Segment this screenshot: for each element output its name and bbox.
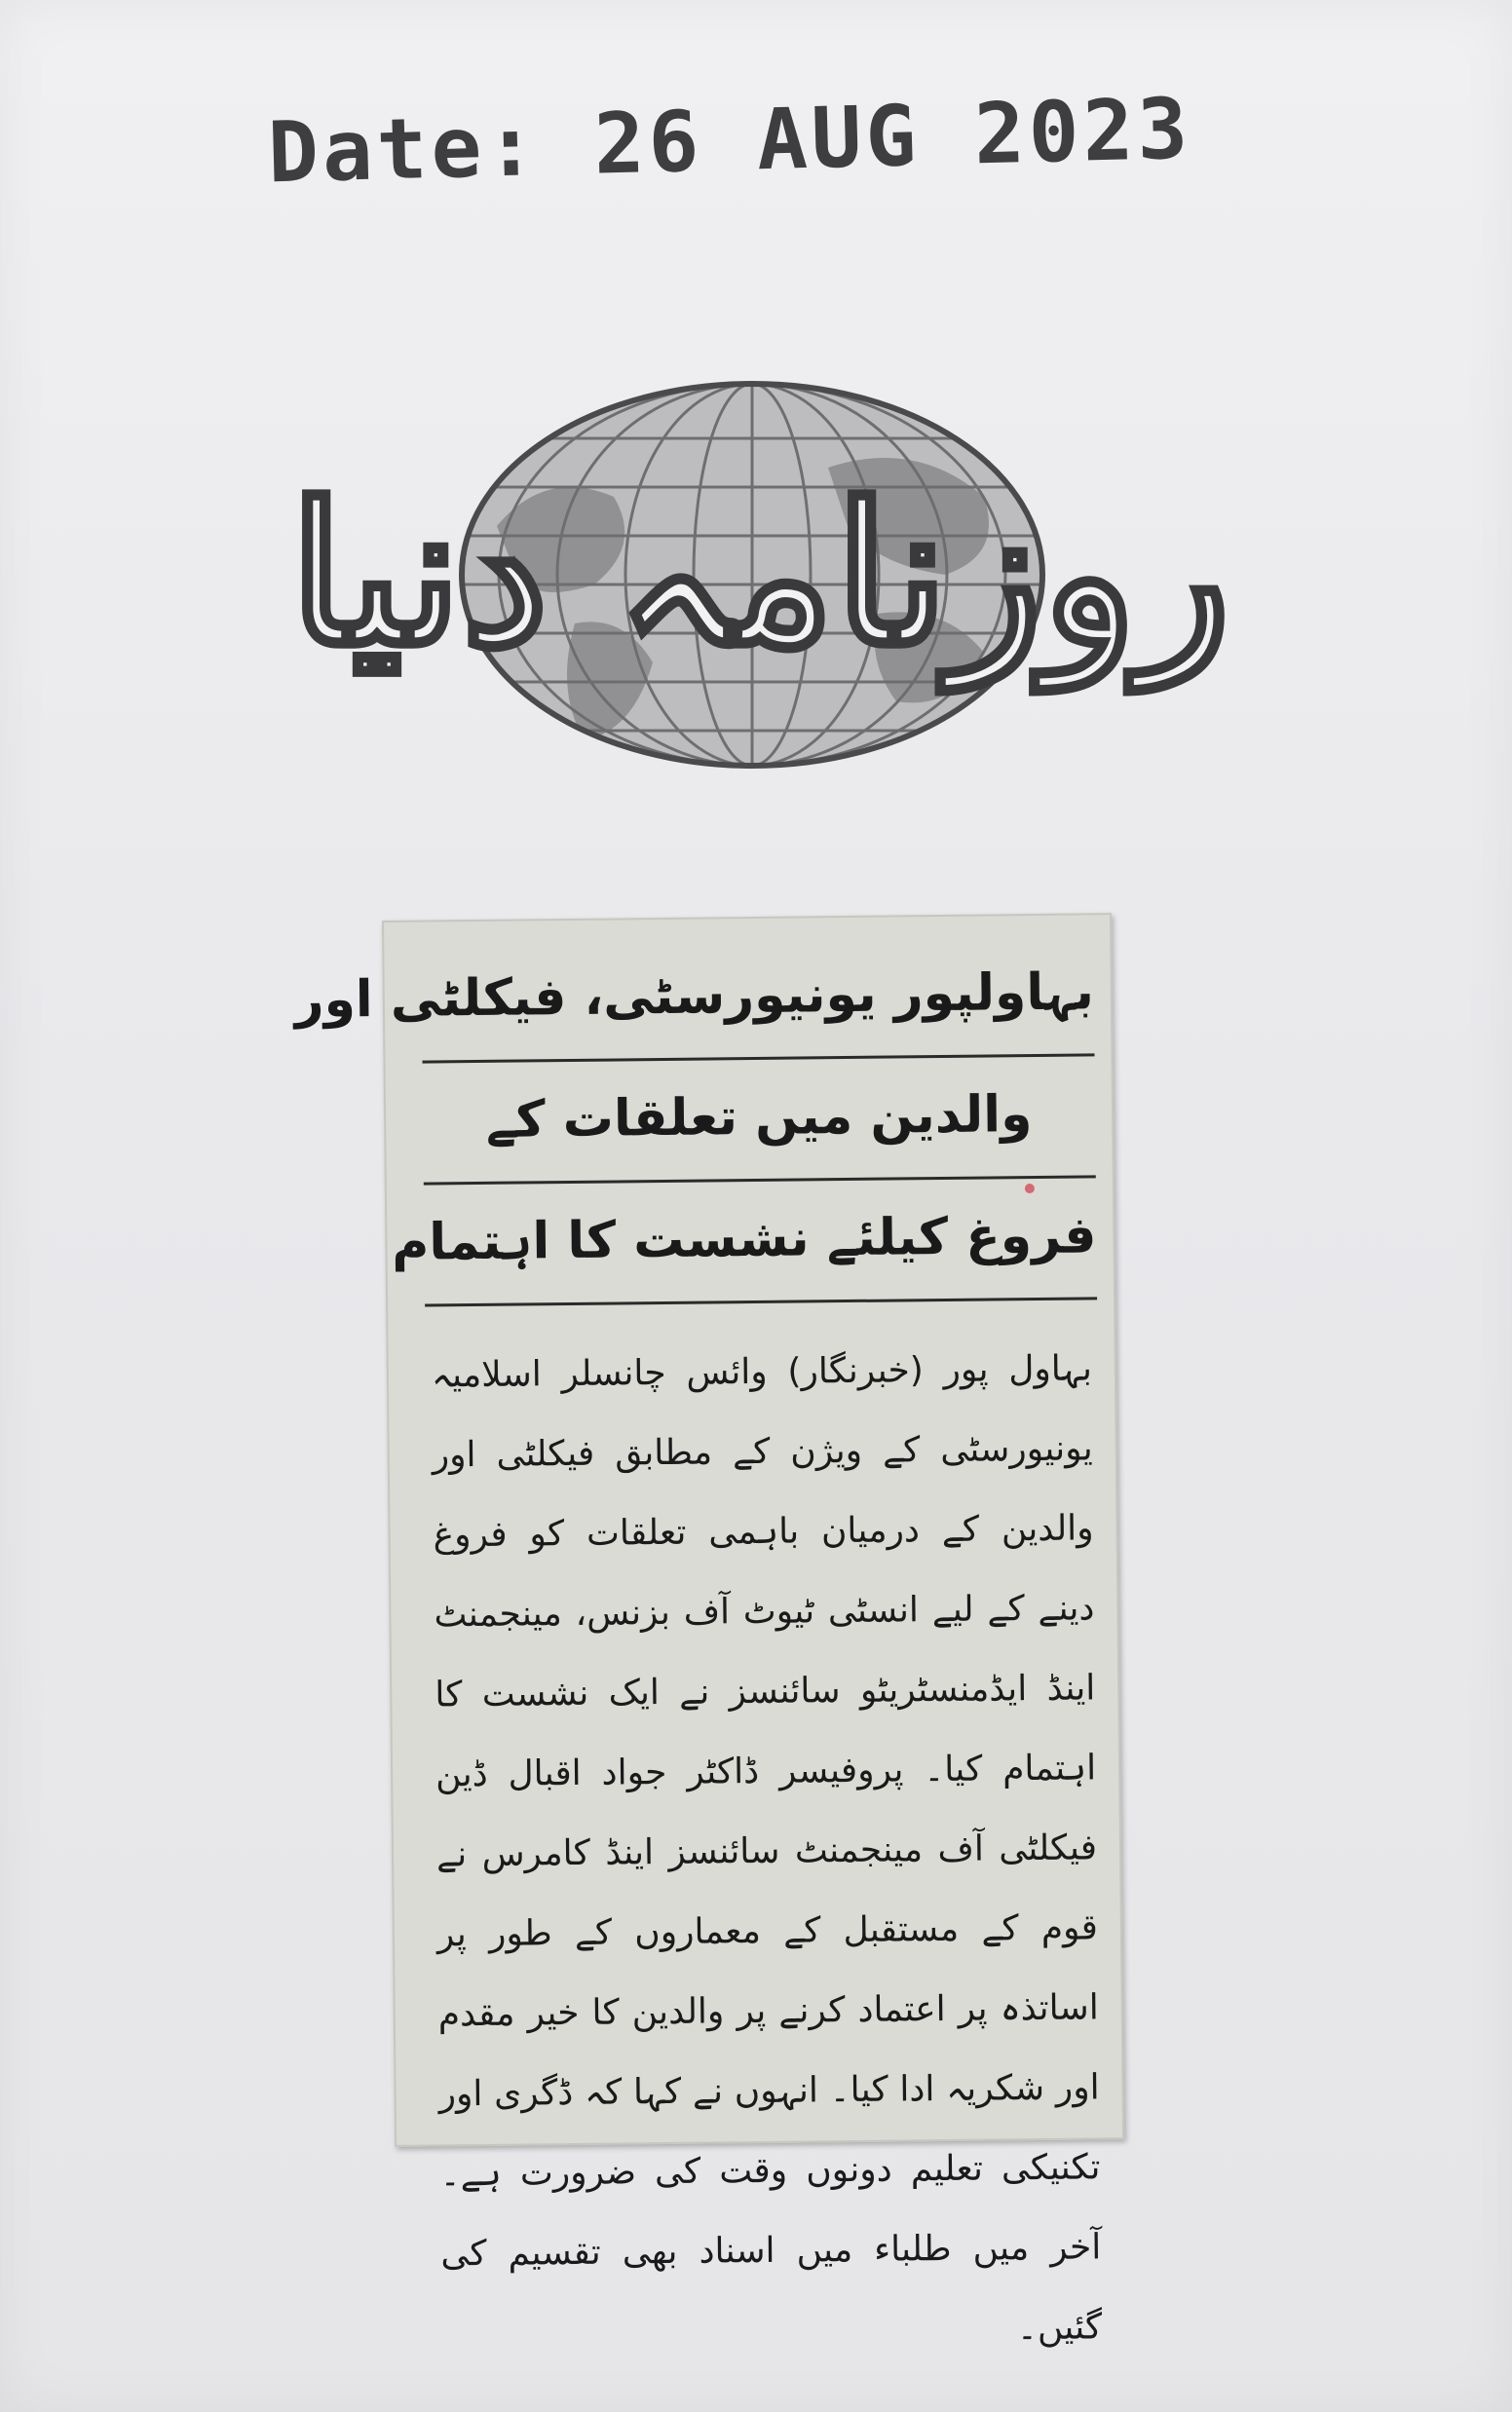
headline-line-3: فروغ کیلئے نشست کا اہتمام: [424, 1178, 1097, 1306]
date-value: 26 AUG 2023: [592, 80, 1193, 194]
globe-logo-icon: [288, 380, 1231, 770]
headline-line-1: بہاولپور یونیورسٹی، فیکلٹی اور: [421, 934, 1094, 1063]
date-stamp: [267, 81, 1193, 203]
logo-wordmark: روزنامہ دنیا: [288, 461, 1231, 690]
headline-line-2: والدین میں تعلقات کے: [423, 1056, 1096, 1185]
date-label: Date:: [266, 97, 542, 203]
article: [294, 934, 1106, 2349]
article-body: بہاول پور (خبرنگار) وائس چانسلر اسلامیہ یونیورسٹی کے ویژن کے مطابق فیکلٹی اور والدین کے درمیان باہمی تعلقات کو فروغ دینے کے لیے انسٹی ٹیوٹ آف بزنس، مینجمنٹ اینڈ ایڈمنسٹریٹو سائنسز نے ایک نشست کا اہتمام کیا۔ پروفیسر ڈاکٹر جواد اقبال ڈین فیکلٹی آف مینجمنٹ سائنسز اینڈ کامرس نے قوم کے مستقبل کے معماروں کے طور پر اساتذہ پر اعتماد کرنے پر والدین کا خیر مقدم اور شکریہ ادا کیا۔ انہوں نے کہا کہ ڈگری اور تکنیکی تعلیم دونوں وقت کی ضرورت ہے۔ آخر میں طلباء میں اسناد بھی تقسیم کی گئیں۔: [431, 1348, 1103, 2349]
red-ink-mark: [1025, 1184, 1035, 1193]
newspaper-masthead-logo: [288, 380, 1231, 770]
news-clipping: [294, 913, 1124, 2349]
